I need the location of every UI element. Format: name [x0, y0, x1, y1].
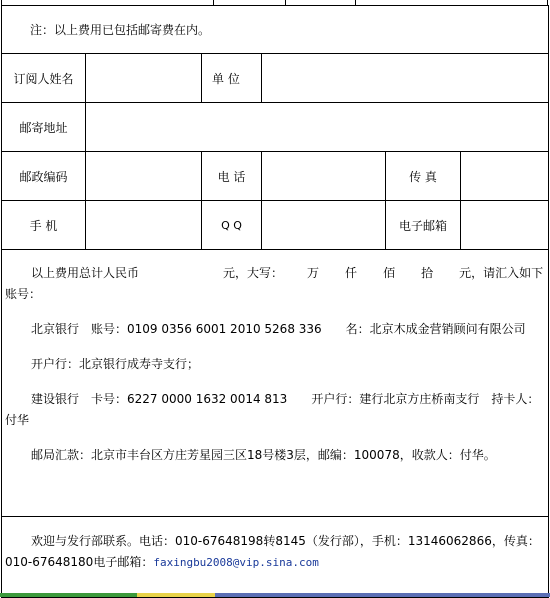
email-field[interactable]	[461, 201, 549, 250]
phone-label: 电 话	[202, 152, 262, 201]
bottom-color-bar	[0, 592, 550, 597]
subscription-form	[1, 5, 549, 598]
postal-code-label: 邮政编码	[2, 152, 86, 201]
postal-code-field[interactable]	[86, 152, 202, 201]
phone-field[interactable]	[262, 152, 386, 201]
contact-info	[2, 517, 549, 598]
bank2-account: 建设银行 卡号：6227 0000 1632 0014 813 开户行：建行北京方庄桥南支行 持卡人：付华	[5, 392, 540, 427]
subscriber-name-field[interactable]	[86, 54, 202, 103]
mobile-field[interactable]	[86, 201, 202, 250]
qq-field[interactable]	[262, 201, 386, 250]
postal-remittance: 邮局汇款：北京市丰台区方庄芳星园三区18号楼3层，邮编：100078，收款人：付华。	[31, 448, 496, 462]
payment-info	[2, 250, 549, 517]
contact-text: 欢迎与发行部联系。电话：010-67648198转8145（发行部），手机：13146062866，传真：010-67648180电子邮箱：	[5, 534, 540, 569]
unit-label: 单 位	[202, 54, 262, 103]
mobile-label: 手 机	[2, 201, 86, 250]
bank1-branch: 开户行：北京银行成寿寺支行；	[31, 357, 200, 371]
qq-label: Q Q	[202, 201, 262, 250]
fee-note: 注：以上费用已包括邮寄费在内。	[2, 6, 549, 54]
email-label: 电子邮箱	[386, 201, 461, 250]
mail-address-label: 邮寄地址	[2, 103, 86, 152]
unit-field[interactable]	[262, 54, 549, 103]
contact-email-link[interactable]: faxingbu2008@vip.sina.com	[153, 556, 319, 569]
fax-field[interactable]	[461, 152, 549, 201]
fax-label: 传 真	[386, 152, 461, 201]
bank1-account: 北京银行 账号：0109 0356 6001 2010 5268 336 名：北京木成金营销顾问有限公司	[31, 322, 526, 336]
mail-address-field[interactable]	[86, 103, 549, 152]
payment-total-line: 以上费用总计人民币 元，大写： 万 仟 佰 拾 元，请汇入如下账号：	[5, 266, 544, 301]
subscriber-name-label: 订阅人姓名	[2, 54, 86, 103]
